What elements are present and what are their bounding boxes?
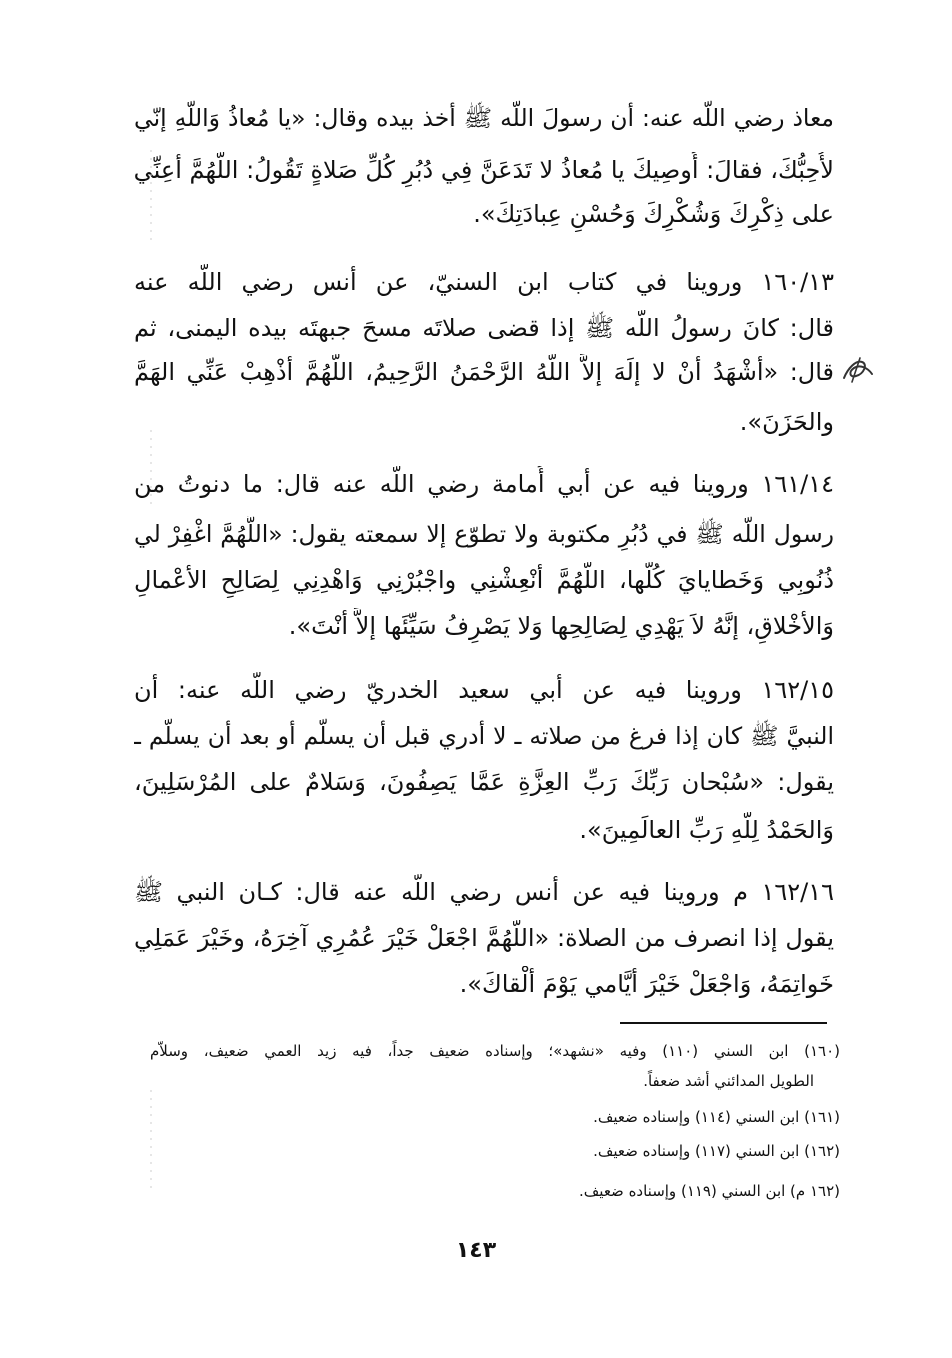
footnote-162m: (١٦٢ م) ابن السني (١١٩) وإسناده ضعيف. <box>579 1182 840 1200</box>
paragraph-4-line-3: يقول: «سُبْحان رَبِّكَ رَبِّ العِزَّةِ عَمَّا يَصِفُونَ، وَسَلامٌ على المُرْسَلِينَ، <box>134 768 834 796</box>
scan-gutter-marks <box>150 150 152 1190</box>
footnote-160-line-2: الطويل المدائني أشد ضعفاً. <box>643 1072 814 1090</box>
paragraph-3-line-2: رسول اللّه ﷺ في دُبُرِ مكتوبة ولا تطوّع إلا سمعته يقول: «اللَّهُمَّ اغْفِرْ لي <box>134 520 834 548</box>
paragraph-4-line-4: وَالحَمْدُ لِلّهِ رَبِّ العالَمِينَ». <box>579 816 834 844</box>
paragraph-1-line-1: معاذ رضي اللّه عنه: أن رسولَ اللّه ﷺ أخذ بيده وقال: «يا مُعاذُ وَاللّهِ إنّي <box>134 104 834 132</box>
paragraph-4-line-1: ١٦٢/١٥ وروينا فيه عن أبي سعيد الخدريّ رضي اللّه عنه: أن <box>134 676 834 704</box>
page-number: ١٤٣ <box>455 1238 497 1263</box>
paragraph-2-line-3: قال: «أشْهَدُ أنْ لا إلَهَ إلاَّ اللّهُ الرَّحْمَنُ الرَّحِيمُ، اللَّهُمَّ أذْهِبْ عَنِّي الهَمَّ <box>134 358 834 386</box>
footnote-separator <box>620 1022 827 1024</box>
paragraph-2-line-4: والحَزَنَ». <box>739 408 834 436</box>
paragraph-5-line-1: ١٦٢/١٦ م وروينا فيه عن أنس رضي اللّه عنه قال: كـان النبي ﷺ <box>134 878 834 906</box>
paragraph-5-line-2: يقول إذا انصرف من الصلاة: «اللَّهُمَّ اجْعَلْ خَيْرَ عُمُرِي آخِرَهُ، وخَيْرَ عَمَلِي <box>134 924 834 952</box>
paragraph-1-line-2: لأُحِبُّكَ، فقالَ: أُوصِيكَ يا مُعاذُ لا تَدَعَنَّ فِي دُبُرِ كُلِّ صَلاةٍ تَقُولُ: اللَّهُمَّ أعِنِّي <box>134 156 834 184</box>
paragraph-3-line-1: ١٦١/١٤ وروينا فيه عن أبي أُمامة رضي اللّه عنه قال: ما دنوتُ من <box>134 470 834 498</box>
handwritten-margin-mark-icon <box>838 348 878 392</box>
footnote-162: (١٦٢) ابن السني (١١٧) وإسناده ضعيف. <box>593 1142 840 1160</box>
paragraph-3-line-3: ذُنُوبِي وَخَطايايَ كُلَّها، اللَّهُمَّ أنْعِشْنِي واجْبُرْنِي وَاهْدِنِي لِصَالِحِ الأعْمالِ <box>134 566 834 594</box>
paragraph-5-line-3: خَواتِمَهُ، وَاجْعَلْ خَيْرَ أيَّامي يَوْمَ ألْقاكَ». <box>459 970 834 998</box>
paragraph-4-line-2: النبيَّ ﷺ كان إذا فرغ من صلاته ـ لا أدري قبل أن يسلّم أو بعد أن يسلّم ـ <box>134 722 834 750</box>
footnote-161: (١٦١) ابن السني (١١٤) وإسناده ضعيف. <box>593 1108 840 1126</box>
paragraph-1-line-3: على ذِكْرِكَ وَشُكْرِكَ وَحُسْنِ عِبادَتِكَ». <box>473 200 834 228</box>
footnote-160-line-1: (١٦٠) ابن السني (١١٠) وفيه «نشهد»؛ وإسناده ضعيف جداً، فيه زيد العمي ضعيف، وسلاّم <box>150 1042 840 1060</box>
paragraph-2-line-1: ١٦٠/١٣ وروينا في كتاب ابن السنيّ، عن أنس رضي اللّه عنه <box>134 268 834 296</box>
paragraph-2-line-2: قال: كانَ رسولُ اللّه ﷺ إذا قضى صلاتَه مسحَ جبهتَه بيده اليمنى، ثم <box>134 314 834 342</box>
paragraph-3-line-4: وَالأخْلاقِ، إنَّهُ لاَ يَهْدِي لِصَالِحِها وَلا يَصْرِفُ سَيِّئَها إلاَّ أنْتَ». <box>288 612 834 640</box>
